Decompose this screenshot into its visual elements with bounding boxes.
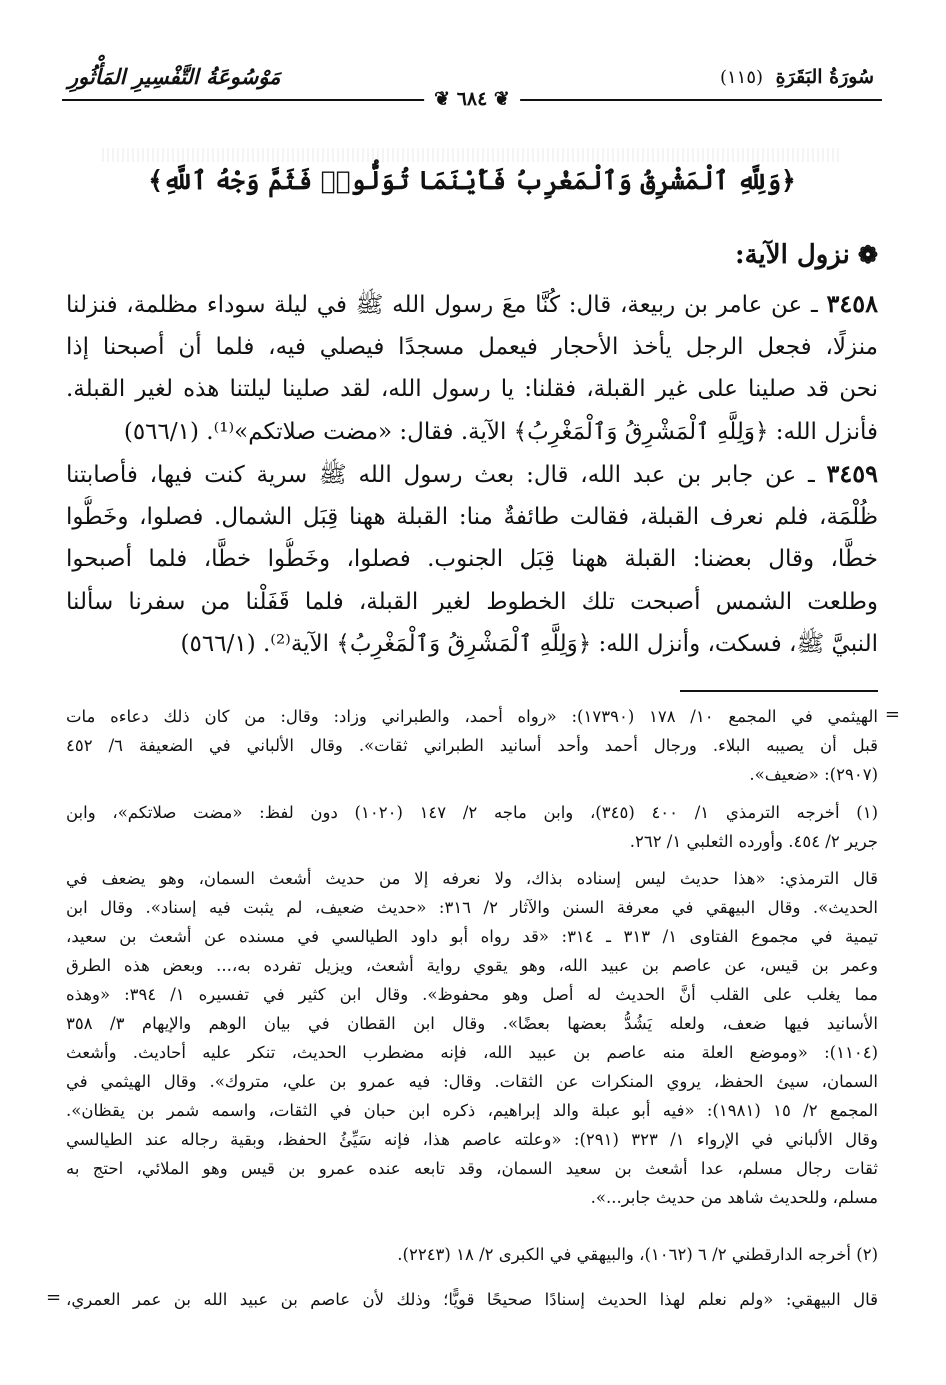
surah-header	[720, 66, 874, 88]
footnote-line: مسلم، وللحديث شاهد من حديث جابر...».	[590, 1188, 878, 1207]
surah-name: سُورَةُ البَقَرَةِ	[775, 66, 874, 88]
footnote-line: وقال الألباني في الإرواء ١/ ٣٢٣ (٢٩١): «وعلته عاصم هذا، فإنه سَيِّئُ الحفظ، وبقية رجاله عند الطيالسي	[66, 1130, 878, 1149]
hadith-3459	[66, 453, 878, 666]
text-line: ٣٤٥٩ ـ عن جابر بن عبد الله، قال: بعث رسول الله ﷺ سرية كنت فيها، فأصابتنا	[66, 459, 878, 488]
footnote-line: جرير ٢/ ٤٥٤. وأورده الثعلبي ١/ ٢٦٢.	[629, 832, 878, 851]
text-line: النبيَّ ﷺ، فسكت، وأنزل الله: ﴿وَلِلَّهِ ٱلْمَشْرِقُ وَٱلْمَغْرِبُ﴾ الآية⁽²⁾. (٥٦٦/١)	[180, 631, 878, 657]
decorative-band	[102, 148, 842, 162]
footnote-line: ثقات رجال مسلم، عدا أشعث بن سعيد السمان، وقد تابعه عنده عمرو بن قيس وهو الملائي، احتج به	[66, 1159, 878, 1178]
footnote-line: المجمع ٢/ ١٥ (١٩٨١): «فيه أبو عبلة والد إبراهيم، ذكره ابن حبان في الثقات، واسمه شمر بن يقظان».	[66, 1101, 878, 1120]
text-line: خطًّا، وقال بعضنا: القبلة ههنا قِبَل الجنوب. فصلوا، وخَطُّوا خطًّا، فلما أصبحوا	[66, 546, 878, 572]
footnote-1	[66, 798, 878, 856]
flower-ornament-icon: ❁	[857, 240, 878, 269]
continuation-mark: =	[46, 1287, 62, 1308]
footnote-line: (١) أخرجه الترمذي ١/ ٤٠٠ (٣٤٥)، وابن ماجه ٢/ ١٤٧ (١٠٢٠) دون لفظ: «مضت صلاتكم»، وابن	[66, 803, 878, 822]
text-line: نحن قد صلينا على غير القبلة، فقلنا: يا رسول الله، لقد صلينا ليلتنا هذه لغير القبلة.	[66, 376, 878, 402]
footnote-line: الأسانيد فيها ضعف، ولعله يَشُدُّ بعضها بعضًا». وقال ابن القطان في بيان الوهم والإيهام ٣/ ٣٥٨	[66, 1014, 878, 1033]
footnote-1-commentary	[66, 864, 878, 1212]
verse-heading: ﴿وَلِلَّهِ ٱلْمَشْرِقُ وَٱلْمَغْرِبُ فَأَيْنَمَا تُوَلُّوا۟ فَثَمَّ وَجْهُ ٱللَّهِ﴾	[148, 166, 796, 195]
hadith-number: ٣٤٥٨	[826, 289, 878, 318]
footnote-line: تيمية في مجموع الفتاوى ١/ ٣١٣ ـ ٣١٤: «قد رواه أبو داود الطيالسي في مسنده عن أشعث بن سعيد،	[66, 927, 878, 946]
footnote-line: (٢٩٠٧): «ضعيف».	[749, 765, 878, 784]
section-title	[735, 240, 878, 270]
footnote-line: السمان، سيئ الحفظ، يروي المنكرات عن الثقات. وقال: فيه عمرو بن علي، متروك». وقال الهيثمي في	[66, 1072, 878, 1091]
section-title-text: نزول الآية:	[734, 240, 850, 270]
hadith-3458	[66, 283, 878, 453]
text-line: وطلعت الشمس أصبحت تلك الخطوط لغير القبلة، فلما قَفَلْنا من سفرنا سألنا	[66, 588, 878, 615]
hadith-number: ٣٤٥٩	[826, 459, 878, 488]
page-number: ❦ ٦٨٤ ❦	[424, 88, 520, 110]
text-line: فأنزل الله: ﴿وَلِلَّهِ ٱلْمَشْرِقُ وَٱلْمَغْرِبُ﴾ الآية. فقال: «مضت صلاتكم»⁽¹⁾. (٥٦٦/١)	[123, 418, 878, 445]
footnote-line: قبل أن يصيبه البلاء. ورجال أحمد وأحد أسانيد الطبراني ثقات». وقال الألباني في الضعيفة ٦/ ٤٥٢	[66, 736, 878, 755]
text-line: منزلًا، فجعل الرجل يأخذ الأحجار فيعمل مسجدًا فيصلي فيه، فلما أن أصبحنا إذا	[66, 333, 878, 360]
footnote-separator	[680, 690, 878, 692]
footnote-line: مما يغلب على القلب أنَّ الحديث له أصل وهو محفوظ». وقال ابن كثير في تفسيره ١/ ٣٩٤: «وهذه	[66, 985, 878, 1004]
footnote-line: قال الترمذي: «هذا حديث ليس إسناده بذاك، ولا نعرفه إلا من حديث أشعث السمان، وهو يضعف في	[66, 869, 878, 888]
text-line: ٣٤٥٨ ـ عن عامر بن ربيعة، قال: كُنَّا معَ رسول الله ﷺ في ليلة سوداء مظلمة، فنزلنا	[66, 289, 878, 318]
footnote-line: قال البيهقي: «ولم نعلم لهذا الحديث إسنادًا صحيحًا قويًّا؛ وذلك لأن عاصم بن عبيد الله بن عمر العمري،	[66, 1290, 878, 1309]
continuation-mark: =	[884, 704, 900, 725]
footnote-line: وعمر بن قيس، عن عاصم بن عبيد الله، وهو يقوي رواية أشعث، ويزيل تفرده به،... وبعض هذه الطرق	[66, 956, 878, 975]
footnote-line: (١١٠٤): «وموضع العلة منه عاصم بن عبيد الله، فإنه مضطرب الحديث، تنكر عليه أحاديث. وأشعث	[66, 1043, 878, 1062]
footnote-2	[66, 1240, 878, 1269]
document-page	[46, 0, 900, 1385]
footnote-line: (٢) أخرجه الدارقطني ٢/ ٦ (١٠٦٢)، والبيهقي في الكبرى ٢/ ١٨ (٢٢٤٣).	[397, 1245, 878, 1264]
footnote-continued	[66, 702, 900, 789]
footnote-line: الهيثمي في المجمع ١٠/ ١٧٨ (١٧٣٩٠): «رواه أحمد، والطبراني وزاد: وقال: من كان ذلك دعاءه مات	[66, 707, 878, 726]
text-line: ظُلْمَة، فلم نعرف القبلة، فقالت طائفةٌ منا: القبلة ههنا قِبَل الشمال. فصلوا، وخَطُّوا	[66, 503, 878, 530]
verse-ref: (١١٥)	[719, 67, 764, 88]
footnote-line: الحديث». وقال البيهقي في معرفة السنن والآثار ٢/ ٣١٦: «حديث ضعيف، لم يثبت فيه إسناد». وقال ابن	[66, 898, 878, 917]
book-title: مَوْسُوعَةُ التَّفْسِيرِ المَأْثُورِ	[68, 64, 281, 89]
footnote-2-commentary	[46, 1285, 878, 1314]
